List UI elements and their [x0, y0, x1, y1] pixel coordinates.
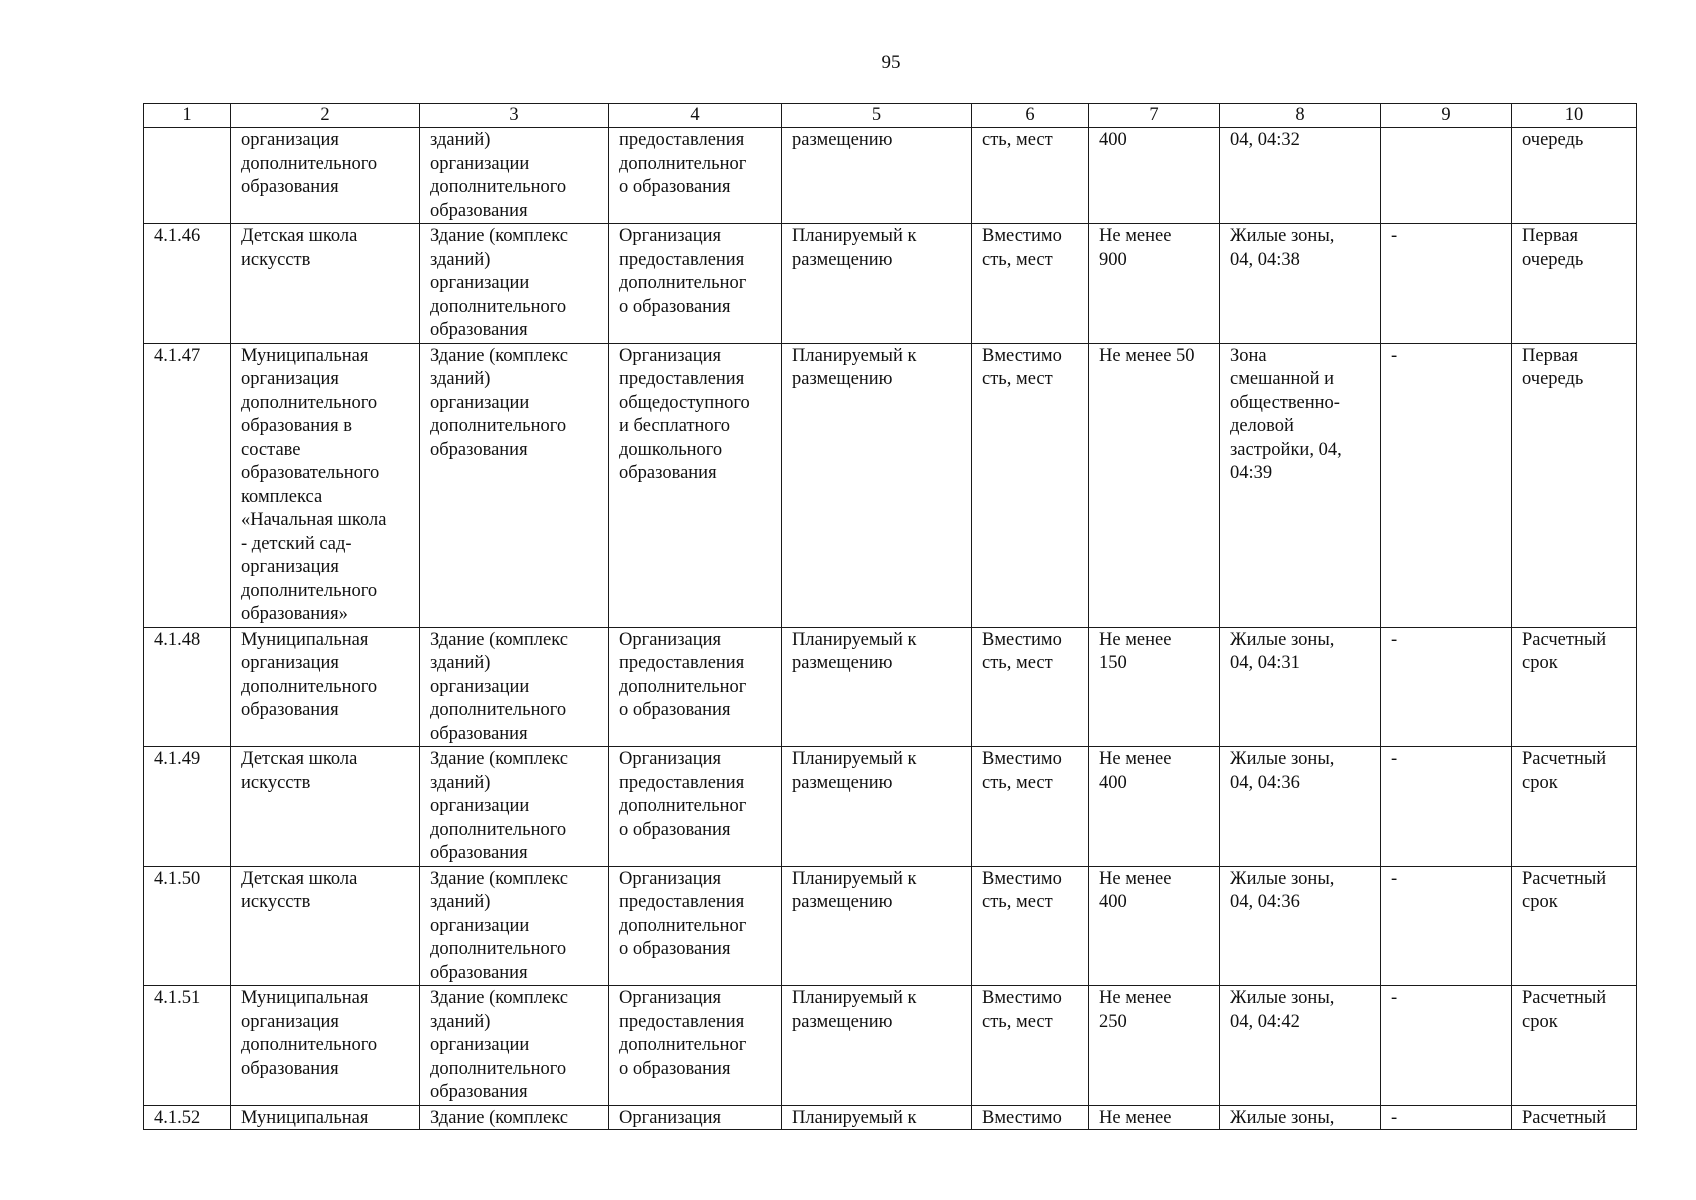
- column-header-8: 8: [1220, 104, 1381, 128]
- implementation-term: Расчетный срок: [1512, 986, 1637, 1106]
- parameter-value: Не менее 400: [1089, 866, 1220, 986]
- parameter-value: 400: [1089, 128, 1220, 224]
- object-status: Планируемый к размещению: [782, 343, 972, 627]
- object-type: Здание (комплекс зданий) организации дополнительного образования: [420, 986, 609, 1106]
- zone-location: Жилые зоны,: [1220, 1105, 1381, 1129]
- object-type: Здание (комплекс зданий) организации дополнительного образования: [420, 343, 609, 627]
- column-header-4: 4: [609, 104, 782, 128]
- object-status: размещению: [782, 128, 972, 224]
- parameter-value: Не менее 150: [1089, 627, 1220, 747]
- column-header-10: 10: [1512, 104, 1637, 128]
- column-header-6: 6: [972, 104, 1089, 128]
- object-purpose: Организация предоставления общедоступного и бесплатного дошкольного образования: [609, 343, 782, 627]
- object-name: организация дополнительного образования: [231, 128, 420, 224]
- parameter-name: Вместимо сть, мест: [972, 866, 1089, 986]
- implementation-term: Первая очередь: [1512, 224, 1637, 344]
- object-purpose: предоставления дополнительног о образования: [609, 128, 782, 224]
- zone-location: Жилые зоны, 04, 04:31: [1220, 627, 1381, 747]
- column-9-cell: -: [1381, 343, 1512, 627]
- object-type: зданий) организации дополнительного образования: [420, 128, 609, 224]
- object-name: Детская школа искусств: [231, 747, 420, 867]
- column-9-cell: -: [1381, 627, 1512, 747]
- page-number: 95: [881, 52, 901, 73]
- column-header-2: 2: [231, 104, 420, 128]
- object-purpose: Организация предоставления дополнительног о образования: [609, 866, 782, 986]
- object-type: Здание (комплекс: [420, 1105, 609, 1129]
- object-purpose: Организация предоставления дополнительног о образования: [609, 627, 782, 747]
- implementation-term: Расчетный срок: [1512, 866, 1637, 986]
- parameter-name: Вместимо сть, мест: [972, 224, 1089, 344]
- row-number: [144, 128, 231, 224]
- object-status: Планируемый к размещению: [782, 627, 972, 747]
- zone-location: Зона смешанной и общественно- деловой застройки, 04, 04:39: [1220, 343, 1381, 627]
- column-9-cell: [1381, 128, 1512, 224]
- parameter-value: Не менее 250: [1089, 986, 1220, 1106]
- implementation-term: Расчетный срок: [1512, 627, 1637, 747]
- zone-location: Жилые зоны, 04, 04:42: [1220, 986, 1381, 1106]
- table-row: [144, 986, 1637, 1106]
- implementation-term: очередь: [1512, 128, 1637, 224]
- column-9-cell: -: [1381, 866, 1512, 986]
- table-row: [144, 866, 1637, 986]
- table-row: [144, 747, 1637, 867]
- object-purpose: Организация предоставления дополнительног о образования: [609, 747, 782, 867]
- parameter-name: Вместимо сть, мест: [972, 627, 1089, 747]
- row-number: 4.1.51: [144, 986, 231, 1106]
- parameter-value: Не менее 400: [1089, 747, 1220, 867]
- column-9-cell: -: [1381, 986, 1512, 1106]
- object-status: Планируемый к: [782, 1105, 972, 1129]
- object-purpose: Организация предоставления дополнительног о образования: [609, 224, 782, 344]
- table-row: [144, 343, 1637, 627]
- table-row: [144, 128, 1637, 224]
- object-type: Здание (комплекс зданий) организации дополнительного образования: [420, 866, 609, 986]
- column-9-cell: -: [1381, 747, 1512, 867]
- parameter-value: Не менее 50: [1089, 343, 1220, 627]
- implementation-term: Расчетный: [1512, 1105, 1637, 1129]
- column-header-1: 1: [144, 104, 231, 128]
- object-status: Планируемый к размещению: [782, 747, 972, 867]
- parameter-value: Не менее 900: [1089, 224, 1220, 344]
- object-name: Муниципальная: [231, 1105, 420, 1129]
- object-status: Планируемый к размещению: [782, 866, 972, 986]
- object-type: Здание (комплекс зданий) организации дополнительного образования: [420, 747, 609, 867]
- implementation-term: Расчетный срок: [1512, 747, 1637, 867]
- object-purpose: Организация: [609, 1105, 782, 1129]
- zone-location: Жилые зоны, 04, 04:36: [1220, 866, 1381, 986]
- object-name: Муниципальная организация дополнительного образования: [231, 627, 420, 747]
- row-number: 4.1.50: [144, 866, 231, 986]
- row-number: 4.1.46: [144, 224, 231, 344]
- object-type: Здание (комплекс зданий) организации дополнительного образования: [420, 627, 609, 747]
- zone-location: Жилые зоны, 04, 04:38: [1220, 224, 1381, 344]
- row-number: 4.1.47: [144, 343, 231, 627]
- row-number: 4.1.52: [144, 1105, 231, 1129]
- table-row: [144, 1105, 1637, 1129]
- object-purpose: Организация предоставления дополнительног о образования: [609, 986, 782, 1106]
- column-9-cell: -: [1381, 224, 1512, 344]
- parameter-name: Вместимо сть, мест: [972, 343, 1089, 627]
- column-header-9: 9: [1381, 104, 1512, 128]
- parameter-name: Вместимо сть, мест: [972, 747, 1089, 867]
- column-header-5: 5: [782, 104, 972, 128]
- table-row: [144, 224, 1637, 344]
- object-name: Детская школа искусств: [231, 866, 420, 986]
- object-name: Муниципальная организация дополнительного образования: [231, 986, 420, 1106]
- object-status: Планируемый к размещению: [782, 224, 972, 344]
- implementation-term: Первая очередь: [1512, 343, 1637, 627]
- object-name: Детская школа искусств: [231, 224, 420, 344]
- column-9-cell: -: [1381, 1105, 1512, 1129]
- row-number: 4.1.49: [144, 747, 231, 867]
- column-number-row: [144, 104, 1637, 128]
- column-header-3: 3: [420, 104, 609, 128]
- parameter-name: сть, мест: [972, 128, 1089, 224]
- object-status: Планируемый к размещению: [782, 986, 972, 1106]
- object-type: Здание (комплекс зданий) организации дополнительного образования: [420, 224, 609, 344]
- table-row: [144, 627, 1637, 747]
- planning-objects-table: [143, 103, 1637, 1130]
- object-name: Муниципальная организация дополнительного образования в составе образовательного комплекса «Начальная школа - детский сад- организация дополнительного образования»: [231, 343, 420, 627]
- parameter-value: Не менее: [1089, 1105, 1220, 1129]
- zone-location: Жилые зоны, 04, 04:36: [1220, 747, 1381, 867]
- row-number: 4.1.48: [144, 627, 231, 747]
- column-header-7: 7: [1089, 104, 1220, 128]
- zone-location: 04, 04:32: [1220, 128, 1381, 224]
- parameter-name: Вместимо сть, мест: [972, 986, 1089, 1106]
- parameter-name: Вместимо: [972, 1105, 1089, 1129]
